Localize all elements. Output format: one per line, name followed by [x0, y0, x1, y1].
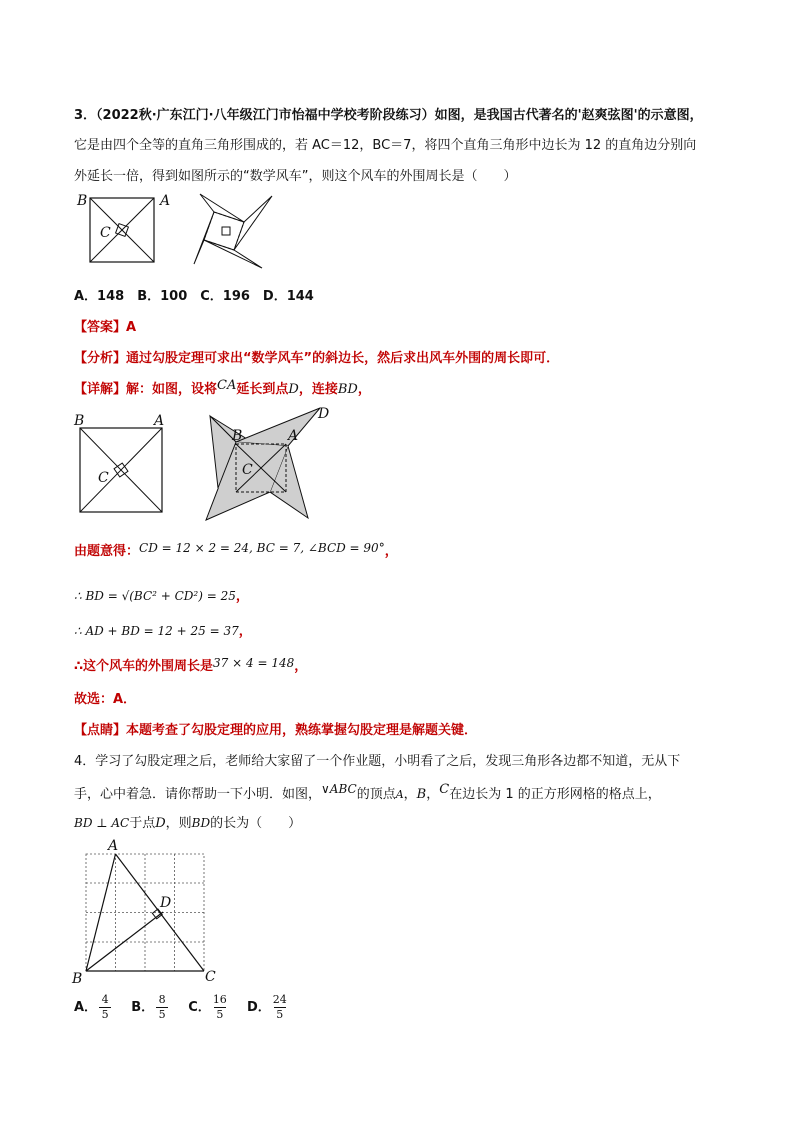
q3-step3-text: ∴这个风车的外围周长是 [74, 659, 214, 674]
q4-option-a-letter: A． [74, 1000, 98, 1015]
q4-line3-text-a: 于点 [129, 816, 156, 831]
q3-step1-end: ， [235, 589, 249, 604]
q3-stem-line1: 3．（2022秋·广东江门·八年级江门市怡福中学校考阶段练习）如图，是我国古代著名的'赵爽弦图'的示意图， [74, 108, 703, 123]
q3-step2-end: ， [238, 624, 252, 639]
q4-stem-line2 [74, 782, 661, 802]
q3-detail-text-b: 延长到点 [236, 382, 289, 397]
q4-line2-b: B [416, 787, 427, 802]
q3-detail-text-e: ， [357, 382, 371, 397]
q3-windmill-figure [192, 192, 282, 272]
q3-review-row [74, 719, 477, 738]
q3-given-row [74, 540, 398, 559]
q3-options: A．148 B．100 C．196 D．144 [74, 289, 314, 304]
q3-fig2-label-c: C [98, 470, 109, 486]
q4-option-c-letter: C． [188, 1000, 211, 1015]
q3-detail-bd: BD [337, 382, 358, 397]
q4-line2-c: C [439, 782, 450, 797]
q3-detail-square-figure [72, 412, 172, 517]
q3-step2-row [74, 620, 252, 639]
q4-line3-text-b: ，则 [165, 816, 192, 831]
q3-detail-row [74, 378, 371, 397]
q4-line3-math: BD ⊥ AC [74, 816, 130, 830]
q3-fig2b-label-a: A [288, 428, 299, 444]
q3-detail-d: D [288, 382, 299, 397]
q3-answer-row [74, 316, 136, 335]
q3-answer-tag: 【答案】 [74, 320, 127, 335]
q4-option-a-fraction [99, 994, 111, 1021]
q4-line2-text-b: 的顶点 [356, 787, 396, 802]
q3-detail-ca: CA [217, 378, 237, 393]
q3-step3-row [74, 655, 307, 674]
q4-line3-text-c: 的长为（ ） [210, 816, 302, 831]
q3-detail-text-a: 解：如图，设将 [126, 382, 218, 397]
q3-step3-math: 37 × 4 = 148 [213, 656, 295, 670]
q4-stem-line1: 4．学习了勾股定理之后，老师给大家留了一个作业题，小明看了之后，发现三角形各边都不知道，无从下 [74, 754, 681, 769]
q4-option-b-letter: B． [131, 1000, 155, 1015]
q3-detail-windmill-figure [200, 404, 340, 524]
q3-choose: 故选：A． [74, 692, 137, 707]
q3-fig2-label-a: A [154, 413, 165, 429]
q3-given-label: 由题意得： [74, 544, 140, 559]
q4-line2-triangle: ∨ABC [321, 782, 357, 796]
q3-analysis-tag: 【分析】 [74, 351, 127, 366]
q3-detail-tag: 【详解】 [74, 382, 127, 397]
q4-option-b-num: 8 [158, 993, 166, 1006]
q4-option-c-fraction [213, 994, 227, 1021]
q4-options [74, 994, 287, 1021]
q3-given-end: ， [384, 544, 398, 559]
q4-option-c-num: 16 [212, 993, 227, 1006]
q4-fig-label-b: B [72, 971, 83, 987]
q3-step2-math: ∴ AD + BD = 12 + 25 = 37 [74, 624, 239, 638]
q3-answer-value: A [126, 320, 137, 335]
q3-fig1-label-c: C [100, 225, 111, 241]
q3-analysis-text: 通过勾股定理可求出“数学风车”的斜边长，然后求出风车外围的周长即可． [126, 351, 560, 366]
q4-fig-label-a: A [108, 838, 119, 854]
q3-fig2b-label-c: C [242, 462, 253, 478]
q4-stem-line3 [74, 812, 301, 831]
q4-option-d-den: 5 [276, 1008, 284, 1021]
q3-analysis-row [74, 347, 559, 366]
q4-option-d-num: 24 [272, 993, 287, 1006]
q4-grid-figure [68, 838, 228, 988]
q3-detail-text-c: ，连接 [298, 382, 338, 397]
q3-stem-line3: 外延长一倍，得到如图所示的“数学风车”，则这个风车的外围周长是（ ） [74, 169, 517, 184]
q3-fig2b-label-d: D [318, 406, 330, 422]
q3-step3-end: ， [294, 659, 308, 674]
q4-line2-text-e: 在边长为 1 的正方形网格的格点上， [449, 787, 661, 802]
q4-line3-bd: BD [191, 816, 211, 830]
q4-line2-text-c: ， [403, 787, 417, 802]
q4-option-b-fraction [156, 994, 168, 1021]
q4-option-c-den: 5 [216, 1008, 224, 1021]
q3-review-tag: 【点睛】 [74, 723, 127, 738]
q3-step1-row [74, 585, 249, 604]
q4-option-b-den: 5 [158, 1008, 166, 1021]
q4-option-d-letter: D． [246, 1000, 271, 1015]
q3-zhao-figure [72, 190, 172, 270]
q4-line2-a: A [395, 788, 404, 801]
q3-step1-math: ∴ BD = √(BC² + CD²) = 25 [74, 589, 236, 603]
q4-fig-label-c: C [205, 969, 216, 985]
q3-review-text: 本题考查了勾股定理的应用，熟练掌握勾股定理是解题关键． [126, 723, 478, 738]
q3-fig1-label-b: B [77, 193, 88, 209]
q4-option-a-den: 5 [101, 1008, 109, 1021]
q4-line3-d: D [155, 816, 166, 831]
q4-line2-text-d: ， [426, 787, 440, 802]
q4-line2-text-a: 手，心中着急．请你帮助一下小明．如图， [74, 787, 322, 802]
q4-fig-label-d: D [160, 895, 172, 911]
q3-fig1-label-a: A [160, 193, 171, 209]
q3-fig2b-label-b: B [232, 428, 243, 444]
q3-given-math: CD = 12 × 2 = 24, BC = 7, ∠BCD = 90° [139, 541, 385, 555]
q3-stem-line2: 它是由四个全等的直角三角形围成的，若 AC＝12，BC＝7，将四个直角三角形中边长为 12 的直角边分别向 [74, 138, 697, 153]
q4-option-d-fraction [273, 994, 287, 1021]
q3-fig2-label-b: B [74, 413, 85, 429]
q4-option-a-num: 4 [101, 993, 109, 1006]
